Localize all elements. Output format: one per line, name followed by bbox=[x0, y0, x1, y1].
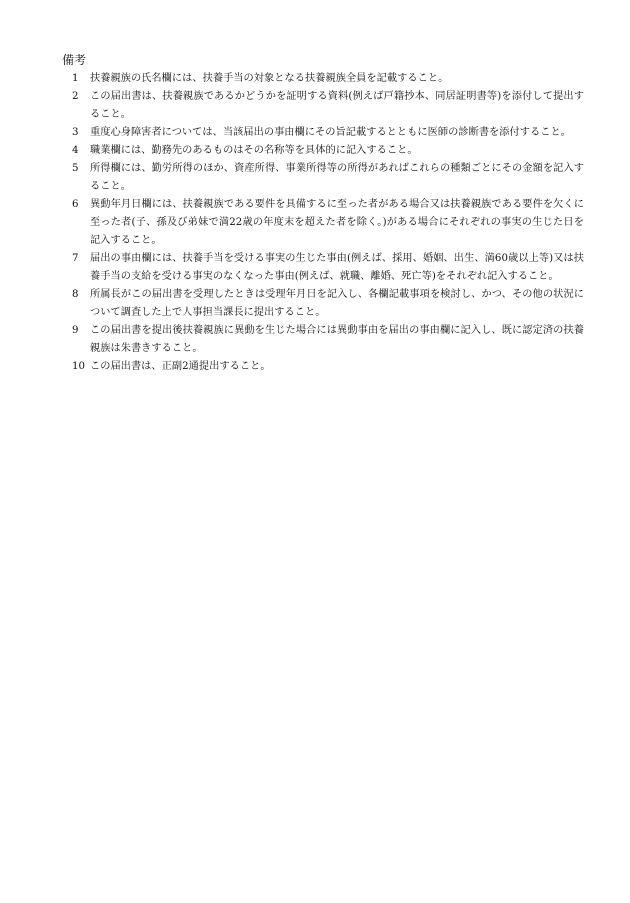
notes-list bbox=[62, 70, 584, 376]
note-item-9 bbox=[62, 322, 584, 358]
note-item-7 bbox=[62, 250, 584, 286]
note-number: 7 bbox=[72, 253, 79, 264]
note-number: 8 bbox=[72, 289, 79, 300]
note-item-4 bbox=[62, 142, 584, 160]
note-item-1 bbox=[62, 70, 584, 88]
note-number: 1 bbox=[72, 73, 79, 84]
note-item-3 bbox=[62, 124, 584, 142]
note-item-5 bbox=[62, 160, 584, 196]
note-item-6 bbox=[62, 196, 584, 250]
note-number: 6 bbox=[72, 199, 79, 210]
note-text: 届出の事由欄には、扶養手当を受ける事実の生じた事由(例えば、採用、婚姻、出生、満60歳以上等)又は扶養手当の支給を受ける事実のなくなった事由(例えば、就職、離婚、死亡等)をそれぞれ記入すること。 bbox=[90, 253, 584, 282]
note-number: 5 bbox=[72, 163, 79, 174]
note-text: 職業欄には、勤務先のあるものはその名称等を具体的に記入すること。 bbox=[90, 145, 418, 156]
note-text: 所得欄には、勤労所得のほか、資産所得、事業所得等の所得があればこれらの種類ごとにその金額を記入すること。 bbox=[90, 163, 584, 192]
note-number: 2 bbox=[72, 91, 79, 102]
note-item-8 bbox=[62, 286, 584, 322]
notes-heading: 備考 bbox=[62, 53, 87, 67]
note-number: 9 bbox=[72, 325, 79, 336]
note-text: 所属長がこの届出書を受理したときは受理年月日を記入し、各欄記載事項を検討し、かつ、その他の状況について調査した上で人事担当課長に提出すること。 bbox=[90, 289, 584, 318]
note-text: 重度心身障害者については、当該届出の事由欄にその旨記載するとともに医師の診断書を添付すること。 bbox=[90, 127, 571, 138]
note-item-10 bbox=[62, 358, 584, 376]
note-text: 扶養親族の氏名欄には、扶養手当の対象となる扶養親族全員を記載すること。 bbox=[90, 73, 449, 84]
note-number: 10 bbox=[72, 361, 86, 372]
note-item-2 bbox=[62, 88, 584, 124]
note-text: この届出書を提出後扶養親族に異動を生じた場合には異動事由を届出の事由欄に記入し、既に認定済の扶養親族は朱書きすること。 bbox=[90, 325, 584, 354]
note-number: 3 bbox=[72, 127, 79, 138]
note-text: この届出書は、正副2通提出すること。 bbox=[90, 361, 271, 372]
note-text: この届出書は、扶養親族であるかどうかを証明する資料(例えば戸籍抄本、同居証明書等)を添付して提出すること。 bbox=[90, 91, 584, 120]
note-text: 異動年月日欄には、扶養親族である要件を具備するに至った者がある場合又は扶養親族である要件を欠くに至った者(子、孫及び弟妹で満22歳の年度末を超えた者を除く。)がある場合にそれぞれの事実の生じた日を記入すること。 bbox=[90, 199, 584, 246]
note-number: 4 bbox=[72, 145, 79, 156]
